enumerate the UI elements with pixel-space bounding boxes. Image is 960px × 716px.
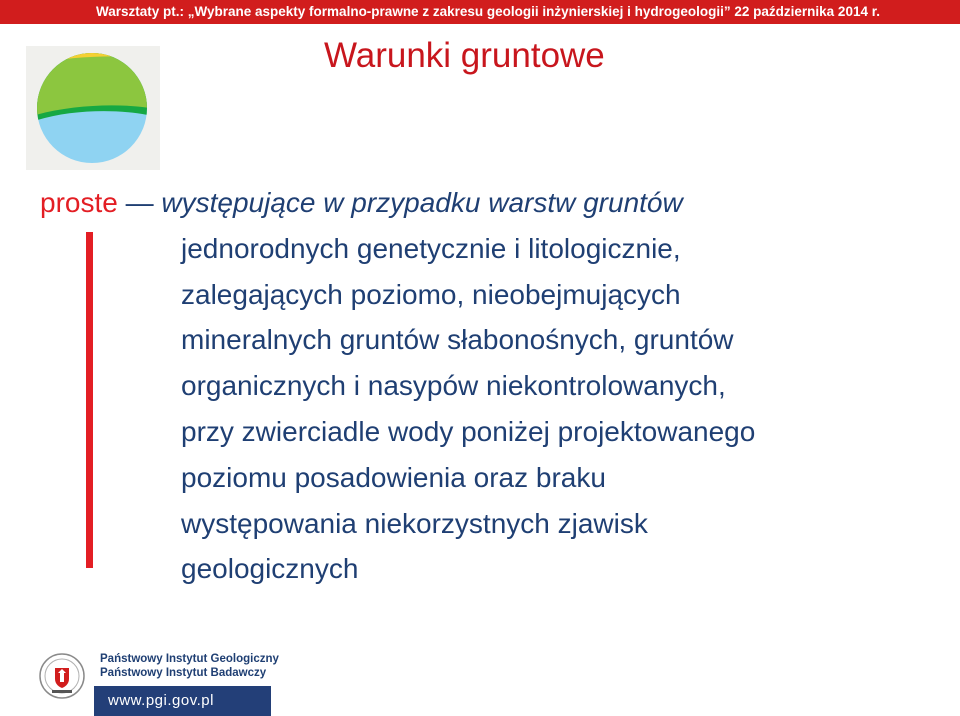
footer-org-line-1: Państwowy Instytut Geologiczny xyxy=(100,653,279,665)
definition-line: organicznych i nasypów niekontrolowanych, xyxy=(181,370,726,402)
footer-website-link[interactable]: www.pgi.gov.pl xyxy=(94,686,271,716)
definition-dash: — xyxy=(125,187,154,218)
footer-institution xyxy=(94,652,279,716)
slide-body xyxy=(40,180,940,592)
definition-intro xyxy=(40,180,940,226)
header-bar-text: Warsztaty pt.: „Wybrane aspekty formalno-prawne z zakresu geologii inżynierskiej i hydrogeologii” 22 października 2014 r. xyxy=(96,4,880,19)
header-bar xyxy=(0,0,960,24)
definition-line: przy zwierciadle wody poniżej projektowanego xyxy=(181,415,756,447)
pgi-emblem-icon xyxy=(38,652,86,700)
slide-title: Warunki gruntowe xyxy=(324,36,605,75)
definition-term: proste xyxy=(40,187,118,218)
definition-line: geologicznych xyxy=(181,553,359,585)
definition-intro-text: występujące w przypadku warstw gruntów xyxy=(161,187,683,218)
definition-line: zalegających poziomo, nieobejmujących xyxy=(181,278,681,310)
definition-line: jednorodnych genetycznie i litologicznie, xyxy=(181,232,681,264)
layered-soil-logo-icon xyxy=(26,46,160,170)
definition-line: występowania niekorzystnych zjawisk xyxy=(181,507,648,539)
footer-org-line-2: Państwowy Instytut Badawczy xyxy=(100,667,267,679)
definition-line: mineralnych gruntów słabonośnych, gruntów xyxy=(181,324,734,356)
definition-line: poziomu posadowienia oraz braku xyxy=(181,461,606,493)
